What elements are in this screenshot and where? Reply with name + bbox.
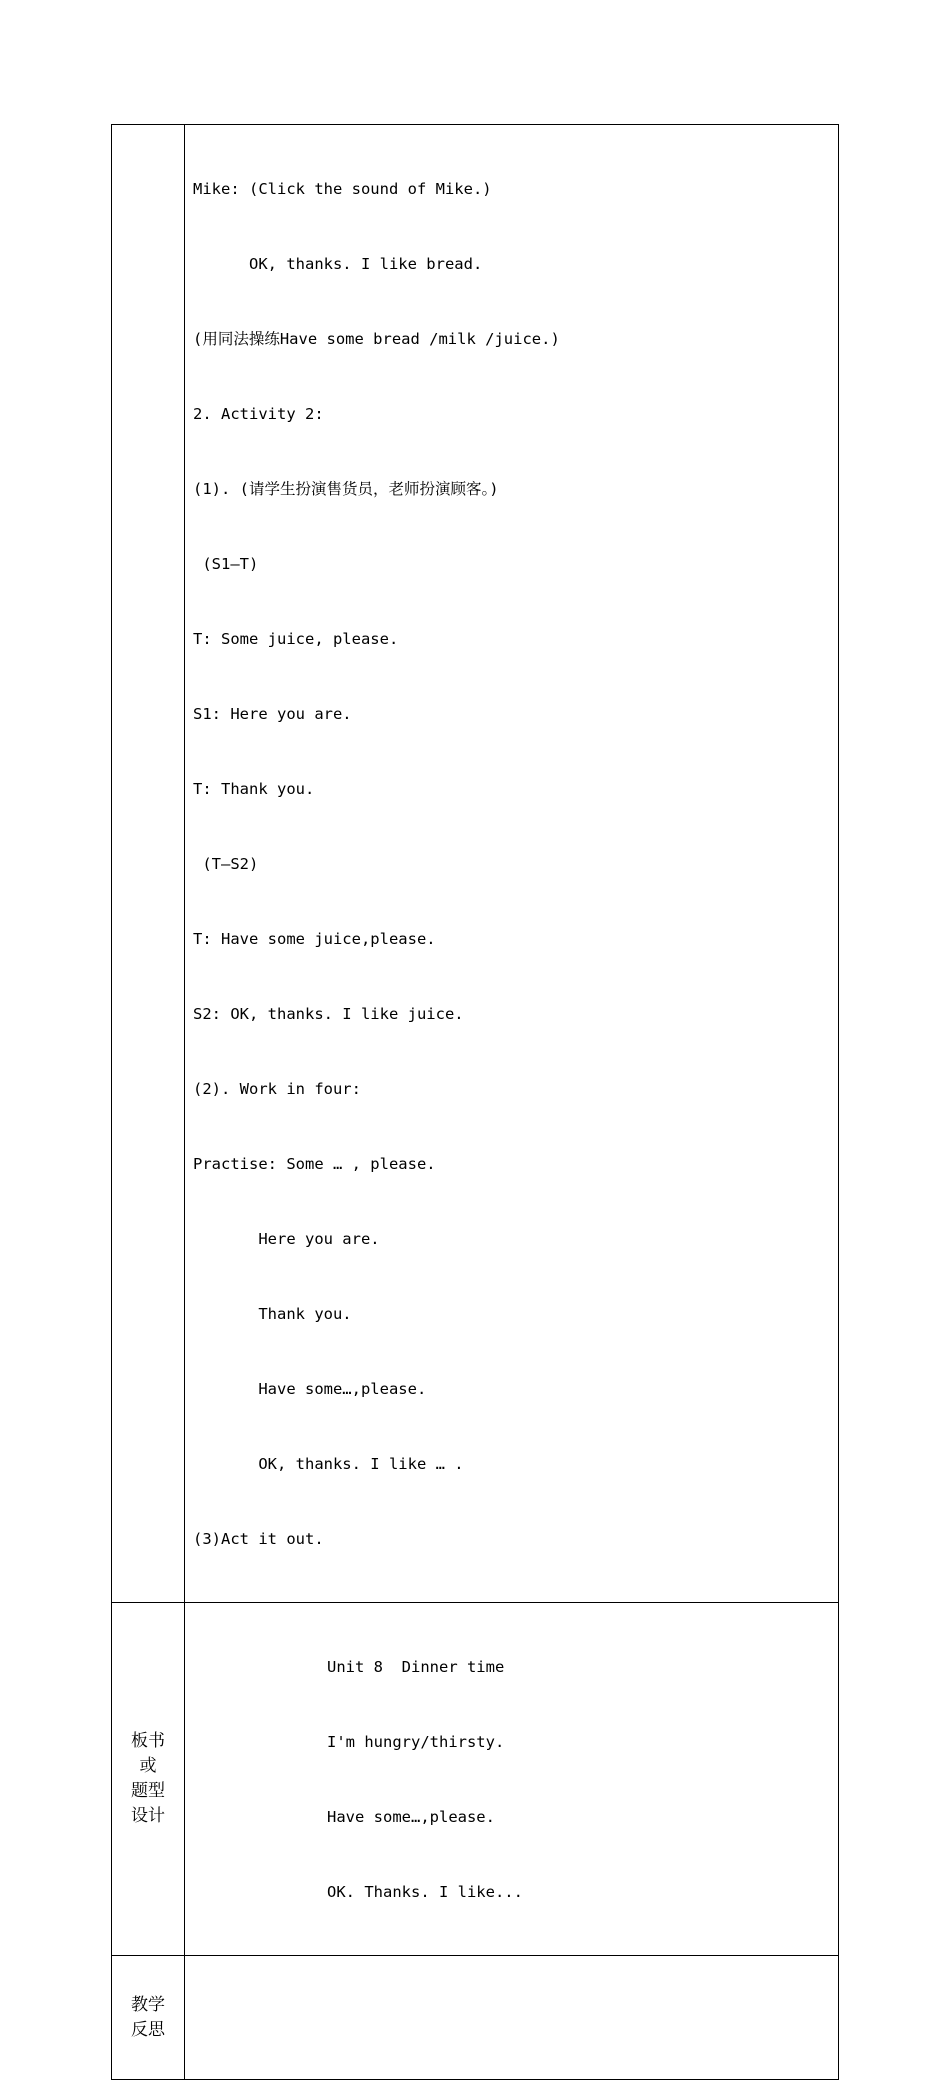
text-line: (T—S2)	[193, 855, 259, 873]
text-line: Mike: (Click the sound of Mike.)	[193, 180, 492, 198]
text-line: OK, thanks. I like … .	[193, 1455, 464, 1473]
text-line: S1: Here you are.	[193, 705, 352, 723]
label-line: 设计	[131, 1806, 165, 1826]
text-line: Here you are.	[193, 1230, 380, 1248]
text-line: T: Some juice, please.	[193, 630, 399, 648]
text-line: I'm hungry/thirsty.	[327, 1733, 505, 1751]
label-line: 或	[139, 1756, 157, 1776]
text-line: Have some…,please.	[193, 1380, 427, 1398]
text-line: Unit 8 Dinner time	[327, 1658, 505, 1676]
reflection-label-cell	[112, 1956, 185, 2080]
text-line: Practise: Some … , please.	[193, 1155, 436, 1173]
text-line: (1). (请学生扮演售货员，老师扮演顾客。)	[193, 480, 499, 498]
text-line: T: Have some juice,please.	[193, 930, 436, 948]
text-line: Thank you.	[193, 1305, 352, 1323]
blackboard-label-cell	[112, 1603, 185, 1956]
text-line: (2). Work in four:	[193, 1080, 361, 1098]
label-line: 教学	[131, 1994, 165, 2015]
lesson-plan-table	[111, 124, 839, 2080]
activity-content-cell	[185, 125, 839, 1603]
text-line: (S1—T)	[193, 555, 259, 573]
text-line: 2. Activity 2:	[193, 405, 324, 423]
blackboard-content	[185, 1603, 838, 1955]
text-line: T: Thank you.	[193, 780, 315, 798]
reflection-content-cell	[185, 1956, 839, 2080]
blackboard-label	[112, 1729, 184, 1829]
label-line: 反思	[131, 2019, 165, 2040]
label-line: 题型	[131, 1781, 165, 1801]
blackboard-content-cell	[185, 1603, 839, 1956]
blackboard-row	[112, 1603, 839, 1956]
text-line: S2: OK, thanks. I like juice.	[193, 1005, 464, 1023]
text-line: OK, thanks. I like bread.	[193, 255, 483, 273]
reflection-label	[112, 1993, 184, 2043]
text-line: (3)Act it out.	[193, 1530, 324, 1548]
text-line: (用同法操练Have some bread /milk /juice.)	[193, 330, 560, 348]
activity-row	[112, 125, 839, 1603]
text-line: OK. Thanks. I like...	[327, 1883, 523, 1901]
text-line: Have some…,please.	[327, 1808, 495, 1826]
activity-label-cell	[112, 125, 185, 1603]
reflection-row	[112, 1956, 839, 2080]
label-line: 板书	[131, 1731, 165, 1751]
activity-content	[185, 125, 838, 1602]
